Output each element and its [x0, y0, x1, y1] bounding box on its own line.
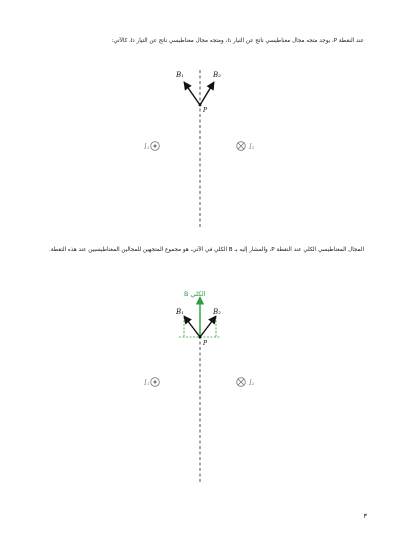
label-b2: B₂: [213, 308, 221, 316]
wire-i2-into-page-icon: [237, 378, 246, 387]
page-number: ٣: [363, 512, 367, 520]
label-btotal: B الكلي: [184, 290, 206, 298]
wire-i2-into-page-icon: [237, 142, 246, 151]
label-i2: I₂: [249, 379, 255, 387]
vector-b1-arrow: [184, 82, 200, 105]
label-i1: I₁: [144, 143, 150, 151]
diagram-field-vectors: [0, 60, 400, 230]
vector-b2-arrow: [200, 82, 214, 105]
vector-b1-arrow: [184, 316, 200, 337]
vector-b2-arrow: [200, 316, 216, 337]
label-b2: B₂: [213, 71, 221, 79]
label-point-p: P: [203, 107, 208, 114]
paragraph-field-vectors-intro: عند النقطة P، يوجد متجه مجال مغناطيسي ناتج عن التيار I₁، ومتجه مجال مغناطيسي ناتج عن التيار I₂، كالآتي:: [111, 38, 364, 44]
wire-i1-out-of-page-icon: [151, 378, 160, 387]
diagram-total-field: [0, 285, 400, 485]
point-p-dot: [199, 336, 202, 339]
label-point-p: P: [203, 340, 208, 347]
paragraph-total-field: المجال المغناطيسي الكلي عند النقطة P، والمشار إليه بـ B الكلي في الآتي، هو مجموع المتجهين للمجالين المغناطيسيين عند هذه النقطة.: [49, 247, 364, 253]
label-b1: B₁: [176, 71, 184, 79]
label-i2: I₂: [249, 143, 255, 151]
label-b1: B₁: [176, 308, 184, 316]
label-i1: I₁: [144, 379, 150, 387]
wire-i1-out-of-page-icon: [151, 142, 160, 151]
point-p-dot: [199, 104, 202, 107]
